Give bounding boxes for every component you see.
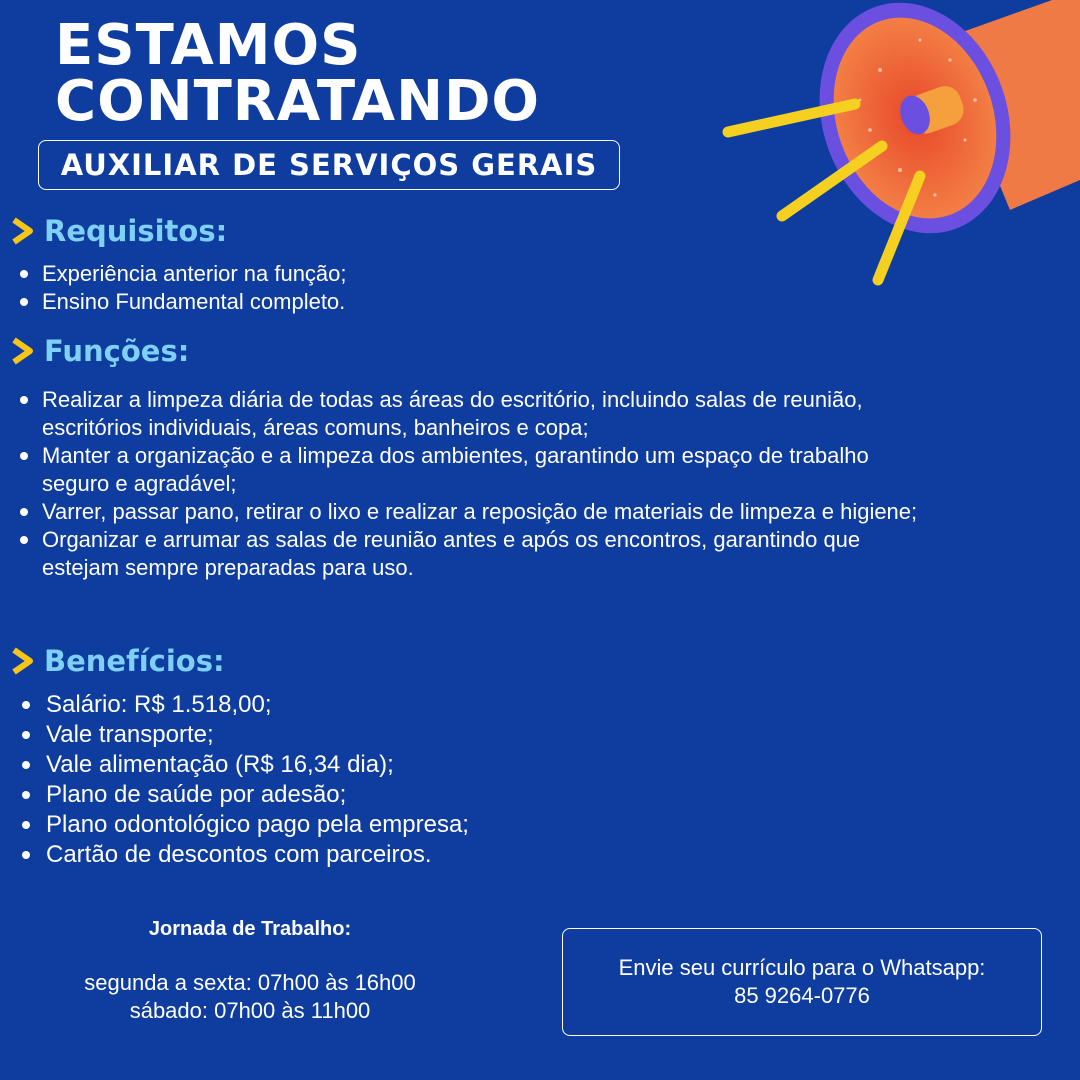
list-item: Manter a organização e a limpeza dos ambientes, garantindo um espaço de trabalho seguro e agradável; xyxy=(42,442,932,498)
list-item: Vale alimentação (R$ 16,34 dia); xyxy=(46,750,469,780)
requisitos-heading-label: Requisitos: xyxy=(44,214,228,248)
page-title xyxy=(55,13,541,134)
list-item: Vale transporte; xyxy=(46,720,469,750)
requisitos-heading xyxy=(10,214,227,248)
beneficios-heading xyxy=(10,644,225,678)
requisitos-list xyxy=(42,260,347,316)
beneficios-heading-label: Benefícios: xyxy=(44,644,225,678)
list-item: Plano de saúde por adesão; xyxy=(46,780,469,810)
job-role-label: AUXILIAR DE SERVIÇOS GERAIS xyxy=(60,148,598,182)
contact-box xyxy=(562,928,1042,1036)
beneficios-list xyxy=(46,690,469,870)
chevron-right-icon xyxy=(10,647,36,675)
list-item: Experiência anterior na função; xyxy=(42,261,347,286)
work-schedule-weekdays: segunda a sexta: 07h00 às 16h00 xyxy=(84,970,416,995)
contact-instruction: Envie seu currículo para o Whatsapp: xyxy=(618,955,986,980)
title-line-1: ESTAMOS xyxy=(55,13,362,78)
list-item: Varrer, passar pano, retirar o lixo e realizar a reposição de materiais de limpeza e higiene; xyxy=(42,498,932,526)
chevron-right-icon xyxy=(10,337,36,365)
list-item: Plano odontológico pago pela empresa; xyxy=(46,811,469,838)
funcoes-heading-label: Funções: xyxy=(44,334,190,368)
chevron-right-icon xyxy=(10,217,36,245)
list-item: Organizar e arrumar as salas de reunião antes e após os encontros, garantindo que estejam sempre preparadas para uso. xyxy=(42,526,932,582)
work-schedule-saturday: sábado: 07h00 às 11h00 xyxy=(129,998,371,1023)
whatsapp-number[interactable]: 85 9264-0776 xyxy=(734,983,870,1008)
megaphone-icon xyxy=(710,0,1080,300)
list-item: Cartão de descontos com parceiros. xyxy=(46,840,469,870)
job-role-badge xyxy=(38,140,620,190)
funcoes-heading xyxy=(10,334,189,368)
list-item: Realizar a limpeza diária de todas as áreas do escritório, incluindo salas de reunião, escritórios individuais, áreas comuns, banheiros e copa; xyxy=(42,386,932,442)
title-line-2: CONTRATANDO xyxy=(55,69,541,134)
list-item: Salário: R$ 1.518,00; xyxy=(46,690,469,720)
work-schedule-title: Jornada de Trabalho: xyxy=(148,918,352,940)
funcoes-list xyxy=(42,386,932,582)
work-schedule xyxy=(40,915,460,1025)
list-item: Ensino Fundamental completo. xyxy=(42,289,346,314)
